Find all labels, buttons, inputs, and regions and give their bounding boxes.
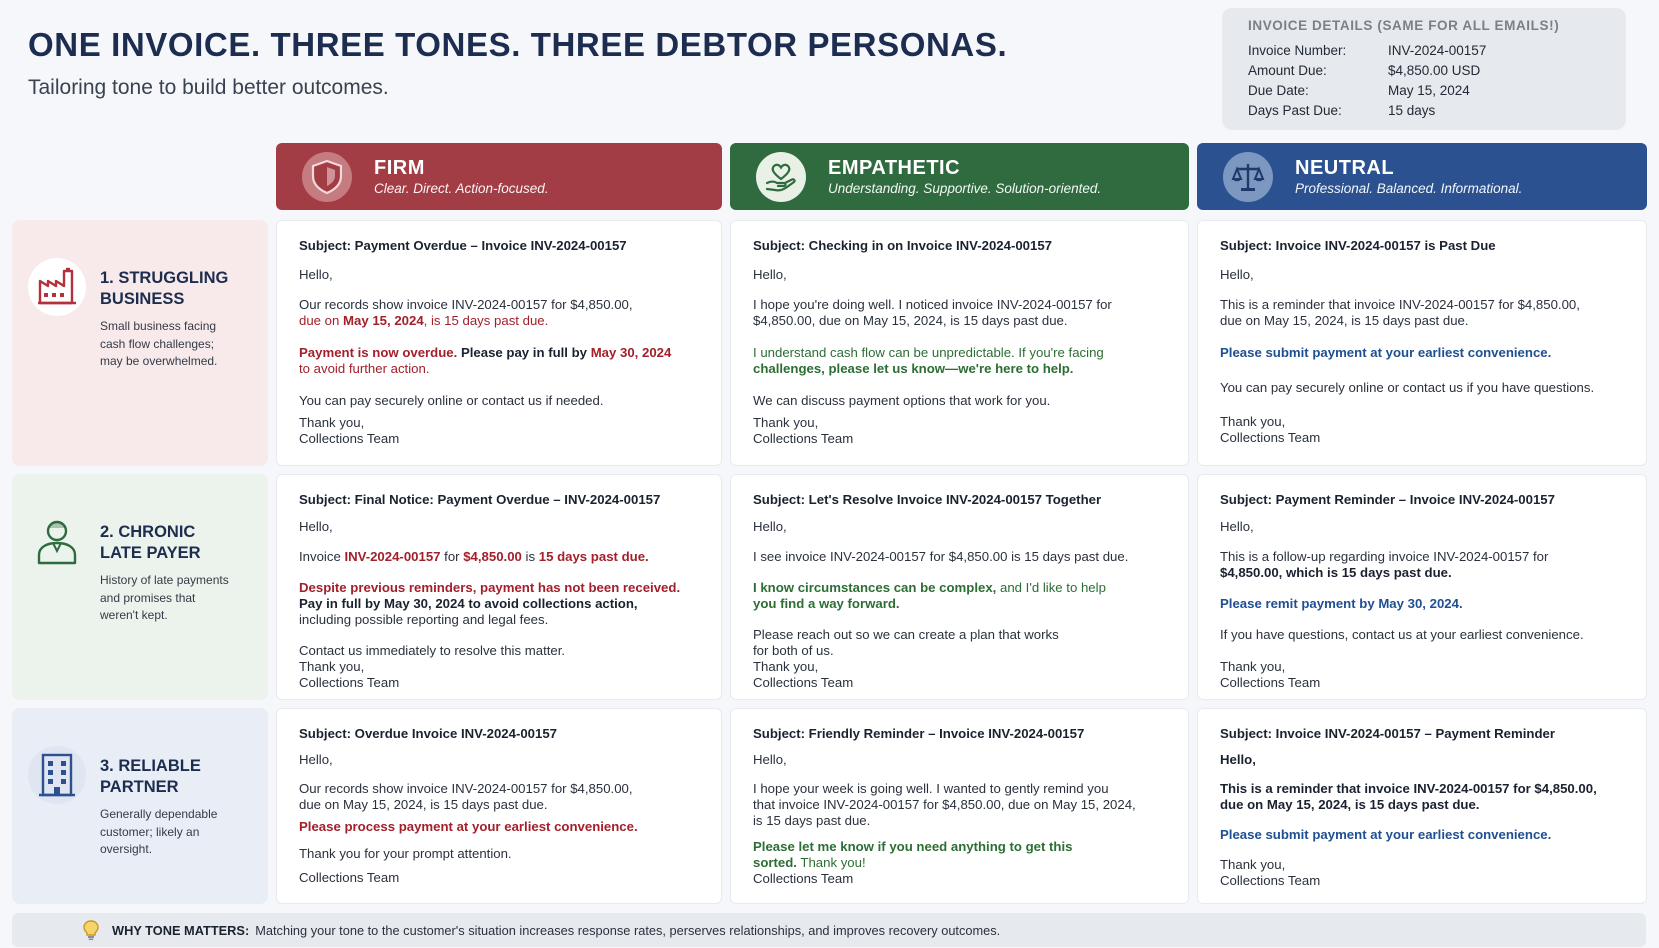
email-line: Our records show invoice INV-2024-00157 for $4,850.00, bbox=[299, 297, 633, 312]
tone-name: FIRM bbox=[374, 156, 425, 179]
email-line: We can discuss payment options that work for you. bbox=[753, 393, 1051, 408]
tone-header-firm bbox=[276, 143, 722, 210]
email-line: You can pay securely online or contact us if needed. bbox=[299, 393, 604, 408]
email-thanks: Thank you, bbox=[1220, 414, 1286, 429]
email-line: This is a reminder that invoice INV-2024-00157 for $4,850.00, bbox=[1220, 297, 1580, 312]
tone-name: NEUTRAL bbox=[1295, 156, 1395, 179]
detail-value: $4,850.00 USD bbox=[1388, 63, 1481, 78]
email-struggling-neutral bbox=[1197, 220, 1647, 466]
email-line: Please let me know if you need anything to get this bbox=[753, 839, 1073, 854]
email-reliable-neutral bbox=[1197, 708, 1647, 904]
email-line: Please submit payment at your earliest convenience. bbox=[1220, 827, 1552, 842]
email-line: I understand cash flow can be unpredictable. If you're facing bbox=[753, 345, 1104, 360]
tone-name: EMPATHETIC bbox=[828, 156, 961, 179]
email-line: Please process payment at your earliest convenience. bbox=[299, 819, 638, 834]
email-signature: Collections Team bbox=[753, 871, 854, 886]
email-line: you find a way forward. bbox=[753, 596, 900, 611]
scales-icon bbox=[1223, 152, 1273, 202]
email-greeting: Hello, bbox=[753, 519, 787, 534]
email-signature: Collections Team bbox=[299, 675, 400, 690]
email-thanks: Thank you, bbox=[1220, 857, 1286, 872]
email-line: challenges, please let us know—we're here to help. bbox=[753, 361, 1074, 376]
email-thanks: Thank you, bbox=[299, 659, 365, 674]
footer-text: Matching your tone to the customer's situation increases response rates, perserves relationships, and improves recovery outcomes. bbox=[255, 922, 1001, 938]
factory-icon bbox=[28, 258, 86, 316]
persona-desc: Small business facing cash flow challenges; may be overwhelmed. bbox=[100, 319, 218, 368]
due-date-row bbox=[1248, 81, 1600, 101]
email-line: Please submit payment at your earliest convenience. bbox=[1220, 345, 1552, 360]
detail-label: Days Past Due: bbox=[1248, 103, 1342, 118]
email-struggling-firm bbox=[276, 220, 722, 466]
email-thanks: Thank you, bbox=[299, 415, 365, 430]
email-signature: Collections Team bbox=[1220, 675, 1321, 690]
email-line: sorted. Thank you! bbox=[753, 855, 866, 870]
email-greeting: Hello, bbox=[299, 519, 333, 534]
email-subject: Subject: Checking in on Invoice INV-2024-00157 bbox=[753, 238, 1053, 253]
detail-value: May 15, 2024 bbox=[1388, 83, 1470, 98]
email-subject: Subject: Payment Reminder – Invoice INV-2024-00157 bbox=[1220, 492, 1555, 507]
email-subject: Subject: Final Notice: Payment Overdue – INV-2024-00157 bbox=[299, 492, 661, 507]
email-line: Please reach out so we can create a plan that works bbox=[753, 627, 1059, 642]
email-subject: Subject: Invoice INV-2024-00157 – Payment Reminder bbox=[1220, 726, 1555, 741]
email-line: due on May 15, 2024, is 15 days past due. bbox=[1220, 797, 1480, 812]
email-greeting: Hello, bbox=[299, 752, 333, 767]
email-greeting: Hello, bbox=[1220, 519, 1254, 534]
persona-chronic-late-payer bbox=[12, 474, 268, 700]
email-line: that invoice INV-2024-00157 for $4,850.00, due on May 15, 2024, bbox=[753, 797, 1136, 812]
email-line: for both of us. bbox=[753, 643, 834, 658]
building-icon bbox=[28, 746, 86, 804]
days-past-due-row bbox=[1248, 101, 1600, 121]
invoice-number-row bbox=[1248, 41, 1600, 61]
detail-value: INV-2024-00157 bbox=[1388, 43, 1487, 58]
email-chronic-empathetic bbox=[730, 474, 1189, 700]
email-greeting: Hello, bbox=[1220, 267, 1254, 282]
email-line: Payment is now overdue. Please pay in full by May 30, 2024 bbox=[299, 345, 672, 360]
invoice-details-panel bbox=[1222, 8, 1626, 130]
page-title: ONE INVOICE. THREE TONES. THREE DEBTOR PERSONAS. bbox=[28, 26, 1008, 63]
invoice-details-title: INVOICE DETAILS (SAME FOR ALL EMAILS!) bbox=[1248, 18, 1560, 33]
email-line: I know circumstances can be complex, and I'd like to help bbox=[753, 580, 1106, 595]
detail-label: Invoice Number: bbox=[1248, 43, 1347, 58]
email-greeting: Hello, bbox=[753, 267, 787, 282]
email-signature: Collections Team bbox=[753, 675, 854, 690]
email-line: including possible reporting and legal fees. bbox=[299, 612, 549, 627]
email-subject: Subject: Payment Overdue – Invoice INV-2024-00157 bbox=[299, 238, 627, 253]
email-line: due on May 15, 2024, is 15 days past due. bbox=[299, 797, 548, 812]
email-line: due on May 15, 2024, is 15 days past due. bbox=[299, 313, 549, 328]
tone-desc: Clear. Direct. Action-focused. bbox=[374, 180, 549, 196]
email-greeting: Hello, bbox=[1220, 752, 1256, 767]
footer-banner bbox=[12, 913, 1646, 947]
email-line: due on May 15, 2024, is 15 days past due. bbox=[1220, 313, 1469, 328]
email-thanks: Thank you, bbox=[753, 659, 819, 674]
email-line: This is a reminder that invoice INV-2024-00157 for $4,850.00, bbox=[1220, 781, 1597, 796]
email-signature: Collections Team bbox=[753, 431, 854, 446]
email-line: Contact us immediately to resolve this matter. bbox=[299, 643, 566, 658]
detail-label: Due Date: bbox=[1248, 83, 1309, 98]
email-line: Please remit payment by May 30, 2024. bbox=[1220, 596, 1463, 611]
tone-desc: Professional. Balanced. Informational. bbox=[1295, 180, 1523, 196]
persona-desc: Generally dependable customer; likely an oversight. bbox=[100, 807, 218, 856]
persona-title: 1. STRUGGLING BUSINESS bbox=[100, 269, 229, 308]
heart-hand-icon bbox=[756, 152, 806, 202]
email-signature: Collections Team bbox=[1220, 430, 1321, 445]
tone-desc: Understanding. Supportive. Solution-oriented. bbox=[828, 180, 1102, 196]
email-line: Despite previous reminders, payment has not been received. bbox=[299, 580, 681, 595]
persona-title: 2. CHRONIC LATE PAYER bbox=[100, 523, 201, 562]
email-signature: Collections Team bbox=[299, 431, 400, 446]
lightbulb-icon bbox=[82, 919, 100, 941]
persona-title: 3. RELIABLE PARTNER bbox=[100, 757, 201, 796]
email-line: You can pay securely online or contact us if you have questions. bbox=[1220, 380, 1595, 395]
email-greeting: Hello, bbox=[753, 752, 787, 767]
email-line: If you have questions, contact us at your earliest convenience. bbox=[1220, 627, 1584, 642]
persona-desc: History of late payments and promises that weren't kept. bbox=[100, 573, 229, 622]
email-reliable-firm bbox=[276, 708, 722, 904]
email-subject: Subject: Let's Resolve Invoice INV-2024-00157 Together bbox=[753, 492, 1102, 507]
page-subtitle: Tailoring tone to build better outcomes. bbox=[28, 76, 389, 99]
email-line: Pay in full by May 30, 2024 to avoid collections action, bbox=[299, 596, 638, 611]
email-thanks: Thank you, bbox=[1220, 659, 1286, 674]
email-line: Thank you for your prompt attention. bbox=[299, 846, 512, 861]
email-line: I see invoice INV-2024-00157 for $4,850.00 is 15 days past due. bbox=[753, 549, 1129, 564]
email-signature: Collections Team bbox=[1220, 873, 1321, 888]
email-line: $4,850.00, which is 15 days past due. bbox=[1220, 565, 1452, 580]
email-line: Invoice INV-2024-00157 for $4,850.00 is 15 days past due. bbox=[299, 549, 649, 564]
email-subject: Subject: Overdue Invoice INV-2024-00157 bbox=[299, 726, 558, 741]
email-chronic-neutral bbox=[1197, 474, 1647, 700]
email-line: I hope your week is going well. I wanted to gently remind you bbox=[753, 781, 1109, 796]
tone-header-empathetic bbox=[730, 143, 1189, 210]
person-icon bbox=[28, 512, 86, 570]
detail-label: Amount Due: bbox=[1248, 63, 1327, 78]
footer-label: WHY TONE MATTERS: bbox=[112, 922, 250, 938]
email-subject: Subject: Invoice INV-2024-00157 is Past Due bbox=[1220, 238, 1496, 253]
shield-icon bbox=[302, 152, 352, 202]
tone-header-neutral bbox=[1197, 143, 1647, 210]
email-greeting: Hello, bbox=[299, 267, 333, 282]
persona-struggling-business bbox=[12, 220, 268, 466]
detail-value: 15 days bbox=[1388, 103, 1436, 118]
email-subject: Subject: Friendly Reminder – Invoice INV-2024-00157 bbox=[753, 726, 1085, 741]
email-struggling-empathetic bbox=[730, 220, 1189, 466]
email-line: $4,850.00, due on May 15, 2024, is 15 days past due. bbox=[753, 313, 1068, 328]
email-line: I hope you're doing well. I noticed invoice INV-2024-00157 for bbox=[753, 297, 1112, 312]
email-line: Our records show invoice INV-2024-00157 for $4,850.00, bbox=[299, 781, 633, 796]
amount-due-row bbox=[1248, 61, 1600, 81]
email-signature: Collections Team bbox=[299, 870, 400, 885]
email-chronic-firm bbox=[276, 474, 722, 700]
email-line: This is a follow-up regarding invoice INV-2024-00157 for bbox=[1220, 549, 1549, 564]
email-reliable-empathetic bbox=[730, 708, 1189, 904]
email-line: is 15 days past due. bbox=[753, 813, 871, 828]
persona-reliable-partner bbox=[12, 708, 268, 904]
email-thanks: Thank you, bbox=[753, 415, 819, 430]
email-line: to avoid further action. bbox=[299, 361, 430, 376]
